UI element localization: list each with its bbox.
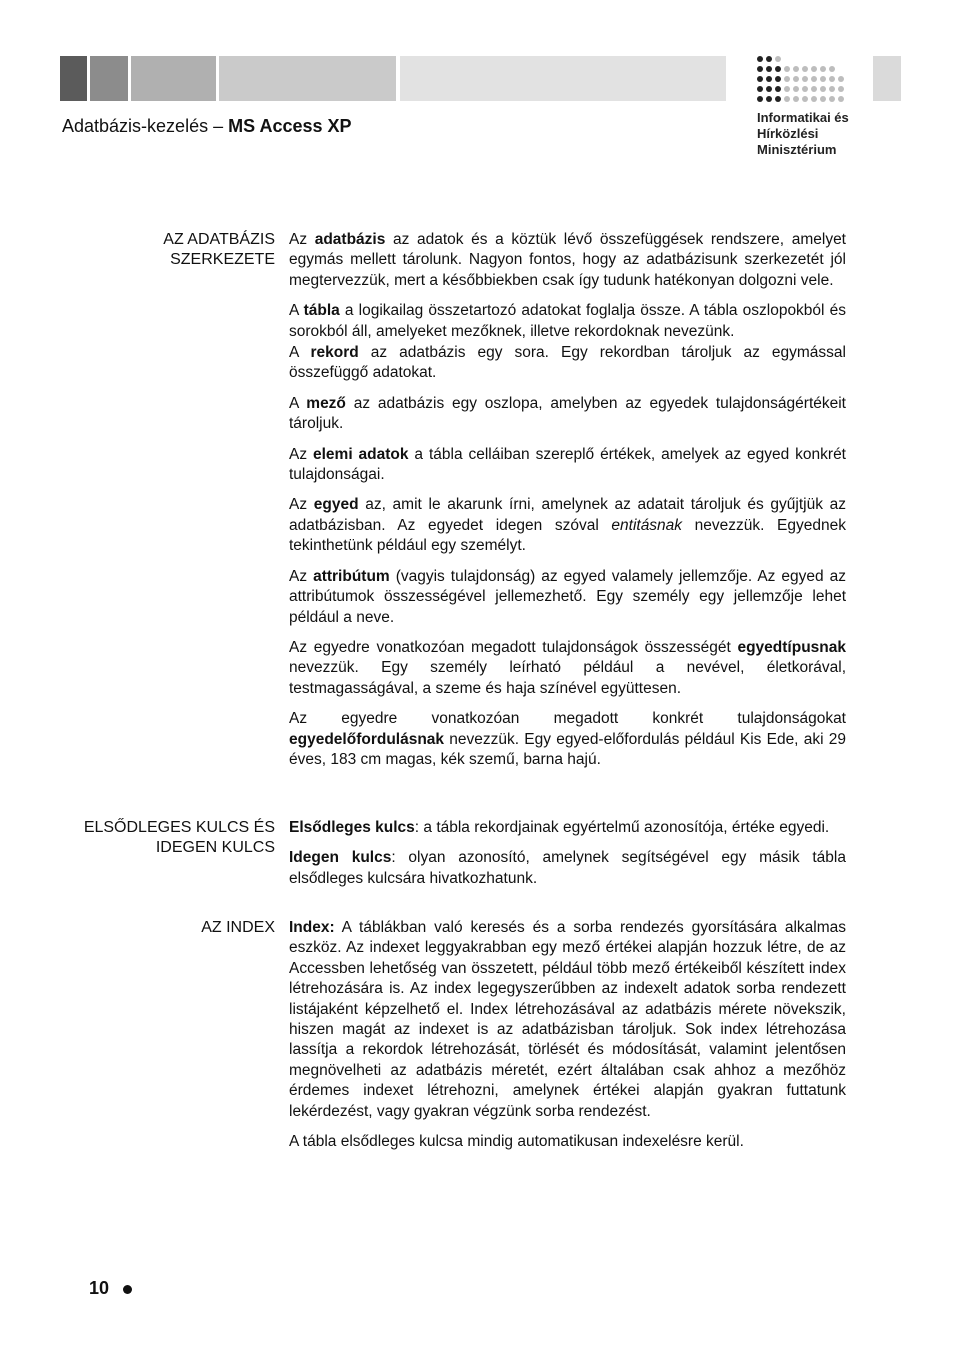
term: rekord (310, 344, 359, 362)
header-bar (60, 56, 87, 101)
term: egyedtípusnak (737, 638, 846, 656)
bullet-dot-icon (123, 1285, 132, 1294)
term: mező (306, 394, 346, 412)
section-heading-line: SZERKEZETE (170, 251, 275, 268)
term: egyedelőfordulásnak (289, 730, 445, 748)
paragraph: Az adatbázis az adatok és a köztük lévő összefüggések rendszere, amelyet egymás mellett tárolunk. Nagyon fontos, hogy az adatbázisunk szerkezetét jól megtervezzük, mert a későbbiekben csak így tudunk hatékonyan dolgozni vele. (289, 231, 846, 289)
paragraph: Idegen kulcs: olyan azonosító, amelynek segítségével egy másik tábla elsődleges kulcsára hivatkozhatunk. (289, 849, 846, 887)
header-bars (60, 56, 730, 101)
header-bar (219, 56, 396, 101)
ministry-logo-text (757, 110, 849, 158)
header-bar (131, 56, 216, 101)
term: egyed (313, 496, 359, 514)
header-title (62, 116, 352, 137)
paragraph: Az egyed az, amit le akarunk írni, amelynek az adatait tároljuk és gyűjtjük az adatbázisban. Az egyedet idegen szóval entitásnak nevezzük. Egyednek tekinthetünk például egy személyt. (289, 496, 846, 555)
logo-line: Hírközlési (757, 126, 819, 141)
header-bar (90, 56, 128, 101)
term: attribútum (313, 567, 390, 585)
paragraph: Az attribútum (vagyis tulajdonság) az egyed valamely jellemzője. Az egyed az attribútumok összességével jellemezhető. Egy személy egy jellemzője lehet például a neve. (289, 567, 846, 626)
term: tábla (303, 302, 340, 320)
paragraph: Elsődleges kulcs: a tábla rekordjainak egyértelmű azonosítója, értéke egyedi. (289, 819, 830, 836)
term: Idegen kulcs (289, 849, 392, 867)
term: Elsődleges kulcs (289, 819, 415, 836)
logo-line: Informatikai és (757, 110, 849, 125)
header-title-bold: MS Access XP (228, 116, 352, 136)
header-bar (400, 56, 726, 101)
header-title-prefix: Adatbázis-kezelés – (62, 116, 224, 136)
section-heading-adatbazis-szerkezete (40, 230, 275, 270)
page-number: 10 (89, 1278, 110, 1298)
paragraph: A tábla elsődleges kulcsa mindig automatikusan indexelésre kerül. (289, 1133, 744, 1151)
term-italic: entitásnak (611, 516, 683, 534)
term: Index: (289, 919, 335, 936)
paragraph: A tábla a logikailag összetartozó adatokat foglalja össze. A tábla oszlopokból és sorokból áll, amelyeket mezőknek, illetve rekordoknak nevezünk. (289, 302, 846, 340)
logo-line: Minisztérium (757, 142, 837, 157)
section-body-index (289, 918, 846, 1162)
section-heading-line: ELSŐDLEGES KULCS ÉS (83, 819, 275, 836)
paragraph: A rekord az adatbázis egy sora. Egy rekordban tároljuk az egymással összefüggő adatokat. (289, 344, 846, 382)
section-heading-kulcsok (40, 818, 275, 858)
ministry-logo-icon (756, 55, 851, 103)
paragraph: Index: A táblákban való keresés és a sorba rendezés gyorsítására alkalmas eszköz. Az indexet leggyakrabban egy mező értékei alapján hozzuk létre, de az Accessben lehetőség van összetett, például több mező értékeiből készített index létrehozására is. Az index legegyszerűbben az indexelt adatok sorba rendezett listájaként képzelhető el. Index létrehozásával az adatbázis mérete növekszik, hiszen magát az indexet is az adatbázisban tároljuk. Sok index létrehozása lassítja a rekordok létrehozását, törlését és módosítását, valamint jelentősen megnövelheti az adatbázis méretét, ezért általában csak ahhoz a mezőhöz érdemes indexet létrehozni, amelynek értékei alapján gyakran futtatunk lekérdezést, vagy gyakran végzünk sorba rendezést. (289, 919, 846, 1120)
term: adatbázis (314, 231, 386, 248)
section-heading-line: AZ ADATBÁZIS (163, 231, 275, 248)
paragraph: Az egyedre vonatkozóan megadott tulajdonságok összességét egyedtípusnak nevezzük. Egy személy leírható például a nevével, életkorával, testmagasságával, a szeme és haja színével együttesen. (289, 638, 846, 697)
section-heading-index (40, 918, 275, 938)
section-heading-line: AZ INDEX (201, 919, 275, 936)
header-bar-right (873, 56, 901, 101)
paragraph: Az elemi adatok a tábla celláiban szereplő értékek, amelyek az egyed konkrét tulajdonságai. (289, 445, 846, 484)
section-body-adatbazis-szerkezete (289, 230, 846, 780)
term: elemi adatok (313, 445, 409, 463)
paragraph: A mező az adatbázis egy oszlopa, amelyben az egyedek tulajdonságértékeit tároljuk. (289, 394, 846, 433)
section-heading-line: IDEGEN KULCS (155, 839, 275, 856)
section-body-kulcsok (289, 818, 846, 899)
paragraph: Az egyedre vonatkozóan megadott konkrét tulajdonságokat egyedelőfordulásnak nevezzük. Egy egyed-előfordulás például Kis Ede, aki 29 éves, 183 cm magas, kék szemű, barna hajú. (289, 710, 846, 768)
